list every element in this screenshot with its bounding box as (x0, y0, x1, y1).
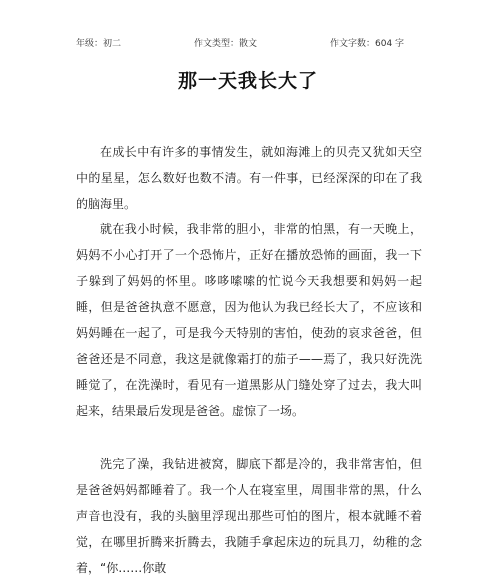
essay-paragraph-3: 洗完了澡，我钻进被窝，脚底下都是冷的，我非常害怕，但是爸爸妈妈都睡着了。我一个人在寝室里，周围非常的黑，什么声音也没有，我的头脑里浮现出那些可怕的图片，根本就睡不着觉，在哪里折腾来折腾去，我随手拿起床边的玩具刀，幼稚的念着，“你……你敢 (76, 457, 422, 575)
essay-paragraph-2: 就在我小时候，我非常的胆小，非常的怕黑，有一天晚上，妈妈不小心打开了一个恐怖片，正好在播放恐怖的画面，我一下子躲到了妈妈的怀里。哆哆嗦嗦的忙说今天我想要和妈妈一起睡，但是爸爸执意不愿意，因为他认为我已经长大了，不应该和妈妈睡在一起了，可是我今天特别的害怕，使劲的哀求爸爸，但爸爸还是不同意，我这是就像霜打的茄子——焉了，我只好洗洗睡觉了，在洗澡时，看见有一道黑影从门缝处穿了过去，我大叫起来，结果最后发现是爸爸。虚惊了一场。 (76, 222, 422, 418)
essay-type-label: 作文类型：散文 (194, 39, 258, 49)
essay-paragraph-1: 在成长中有许多的事情发生，就如海滩上的贝壳又犹如天空中的星星，怎么数好也数不清。有一件事，已经深深的印在了我的脑海里。 (76, 145, 422, 211)
essay-title: 那一天我长大了 (177, 70, 318, 92)
essay-meta-row (0, 36, 496, 52)
word-count-label: 作文字数：604 字 (330, 39, 405, 49)
grade-label: 年级：初二 (76, 39, 122, 49)
